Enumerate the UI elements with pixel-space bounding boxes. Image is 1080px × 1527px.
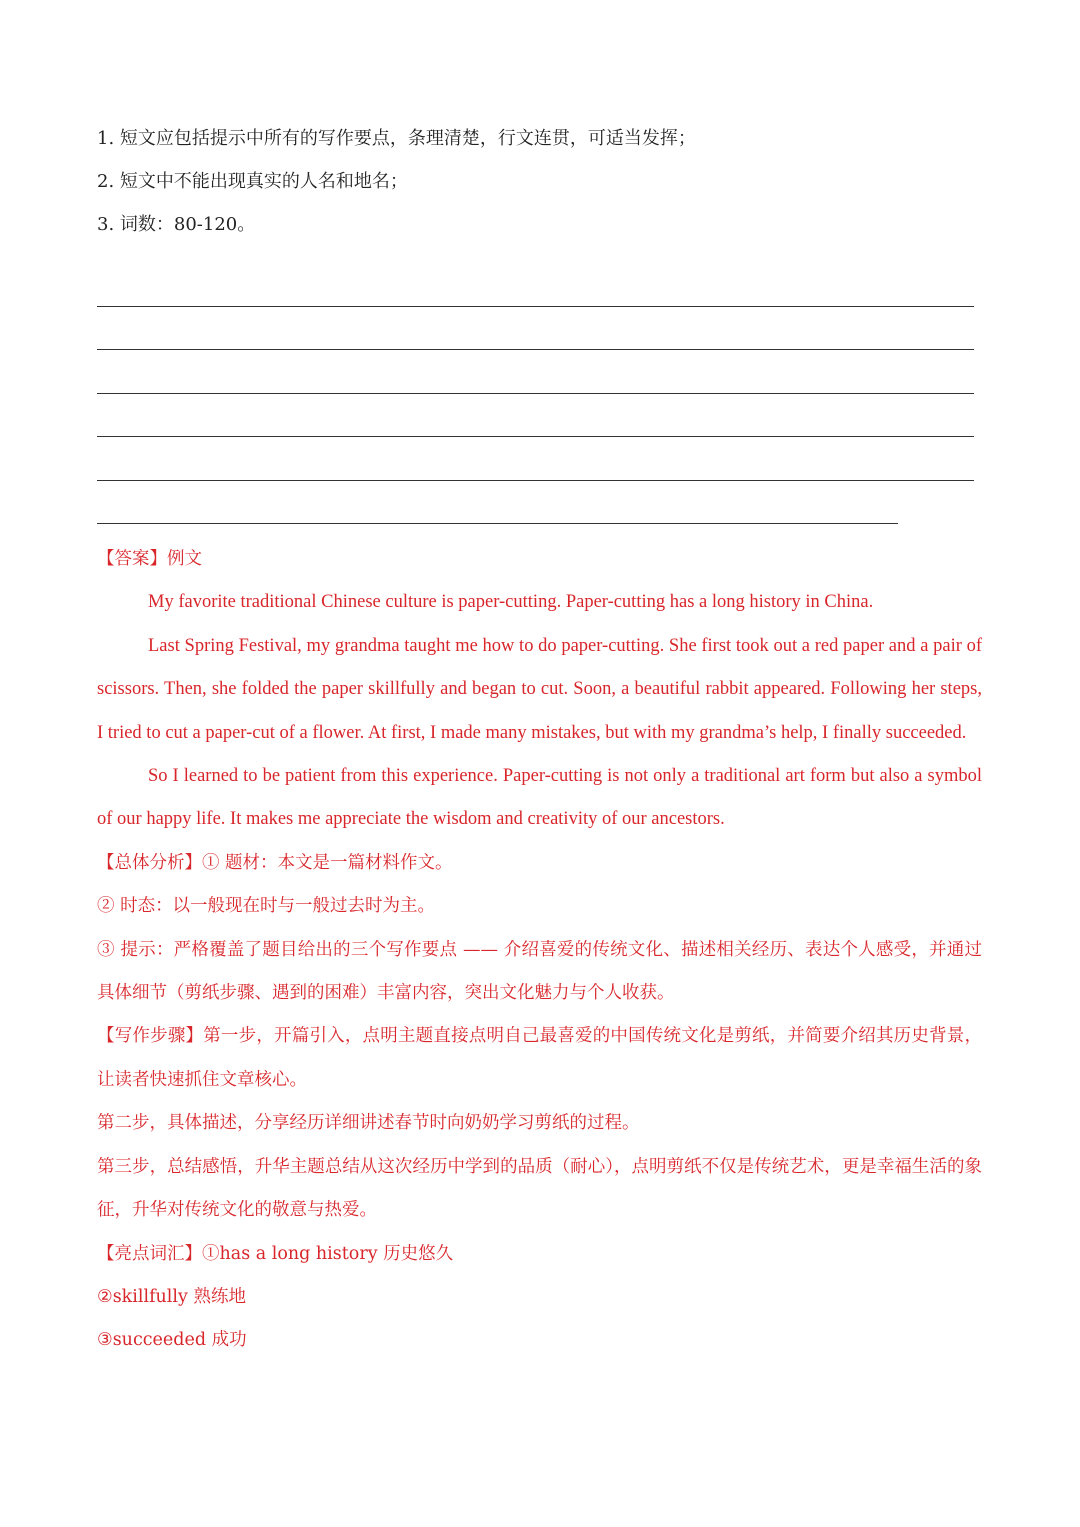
writing-step-1: 【写作步骤】第一步，开篇引入，点明主题直接点明自己最喜爱的中国传统文化是剪纸，并简要介绍其历史背景，让读者快速抓住文章核心。 (97, 1026, 982, 1090)
blank-line (97, 437, 974, 481)
analysis-line-2: ② 时态：以一般现在时与一般过去时为主。 (97, 896, 436, 917)
blank-line (97, 307, 974, 351)
answer-section (97, 538, 982, 1363)
analysis-line-1: 【总体分析】① 题材：本文是一篇材料作文。 (97, 852, 453, 873)
answer-blank-lines (97, 263, 982, 524)
requirement-1: 1. 短文应包括提示中所有的写作要点，条理清楚，行文连贯，可适当发挥； (97, 128, 696, 149)
requirements-list (97, 128, 982, 257)
requirement-2: 2. 短文中不能出现真实的人名和地名； (97, 171, 408, 192)
answer-heading: 【答案】例文 (97, 549, 202, 569)
document-page (97, 128, 982, 1363)
blank-line (97, 350, 974, 394)
analysis-line-3: ③ 提示：严格覆盖了题目给出的三个写作要点 —— 介绍喜爱的传统文化、描述相关经历、表达个人感受，并通过具体细节（剪纸步骤、遇到的困难）丰富内容，突出文化魅力与个人收获。 (97, 939, 982, 1004)
vocab-line-2: ②skillfully 熟练地 (97, 1286, 246, 1307)
vocab-line-3: ③succeeded 成功 (97, 1330, 247, 1351)
essay-paragraph-3: So I learned to be patient from this experience. Paper-cutting is not only a traditional art form but also a symbol of our happy life. It makes me appreciate the wisdom and creativity of our ancestors. (97, 766, 982, 830)
writing-step-2: 第二步，具体描述，分享经历详细讲述春节时向奶奶学习剪纸的过程。 (97, 1113, 640, 1134)
vocab-line-1: 【亮点词汇】①has a long history 历史悠久 (97, 1243, 454, 1264)
essay-paragraph-2: Last Spring Festival, my grandma taught me how to do paper-cutting. She first took out a red paper and a pair of scissors. Then, she folded the paper skillfully and began to cut. Soon, a beautiful rabbit appeared. Following her steps, I tried to cut a paper-cut of a flower. At first, I made many mistakes, but with my grandma’s help, I finally succeeded. (97, 635, 982, 743)
blank-line (97, 481, 898, 525)
essay-paragraph-1: My favorite traditional Chinese culture is paper-cutting. Paper-cutting has a long history in China. (148, 592, 874, 613)
blank-line (97, 394, 974, 438)
writing-step-3: 第三步，总结感悟，升华主题总结从这次经历中学到的品质（耐心），点明剪纸不仅是传统艺术，更是幸福生活的象征，升华对传统文化的敬意与热爱。 (97, 1156, 982, 1221)
blank-line (97, 263, 974, 307)
requirement-3: 3. 词数：80-120。 (97, 214, 256, 235)
